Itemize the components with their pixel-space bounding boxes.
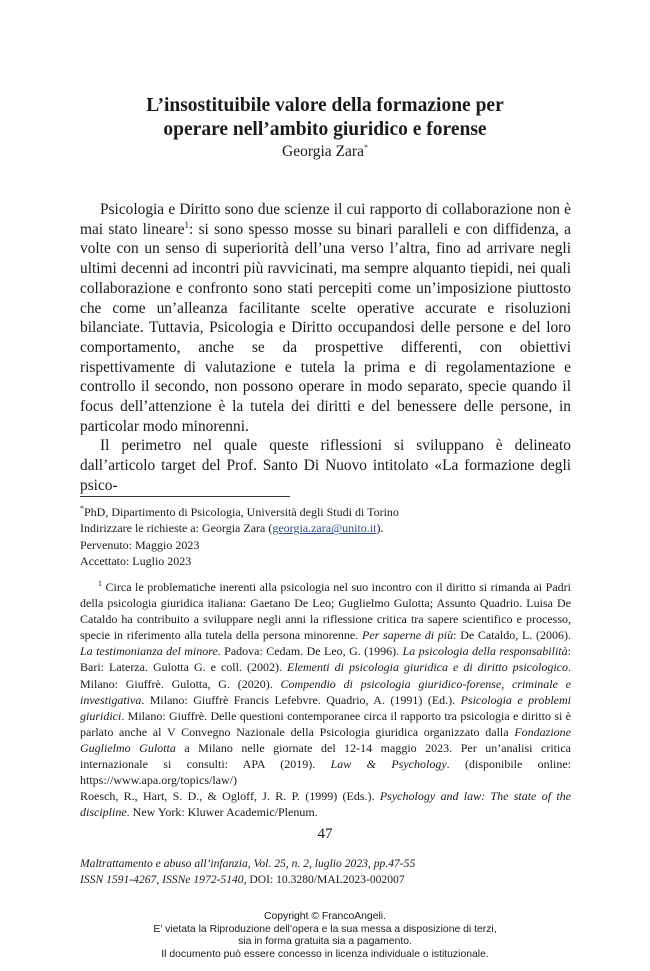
fn-seg: . New York: Kluwer Academic/Plenum. <box>126 805 318 820</box>
fn-seg: Roesch, R., Hart, S. D., & Ogloff, J. R. P. (1999) (Eds.). <box>80 789 380 804</box>
copyright-line-3: sia in forma gratuita sia a pagamento. <box>238 936 412 948</box>
author-footnote-mark: * <box>363 142 368 152</box>
accepted-date: Accettato: Luglio 2023 <box>80 553 192 568</box>
fn-seg: . Milano: Giuffrè. Delle questioni contemporanee circa il rapporto tra psicologia e diritto si è parlato anche al V Convegno Nazionale della Psicologia giuridica organizzato dalla <box>80 708 571 739</box>
fn-seg: . (disponibile online: https://www.apa.org/topics/law/) <box>80 757 572 788</box>
fn-seg: Circa le problematiche inerenti alla psicologia nel suo incontro con il diritto si rimanda ai Padri della psicologia giuridica italiana: Gaetano De Leo; Guglielmo Gulotta; Assunto Quadrio. Luisa De Cataldo ha contribuito a sviluppare negli anni la riflessione critica tra sapere scientifico e processo, specie in riferimento alla tutela della persona minorenne. <box>80 580 571 643</box>
received-date: Pervenuto: Maggio 2023 <box>80 537 200 552</box>
paragraph-2: Il perimetro nel quale queste riflessioni si sviluppano è delineato dall’articolo target del Prof. Santo Di Nuovo intitolato «La formazione degli psico- <box>80 437 571 494</box>
affiliation-mark: * <box>80 504 84 513</box>
author-affiliation-note <box>80 504 580 569</box>
article-title <box>60 94 590 142</box>
paragraph-1-text-a: Psicologia e Diritto sono due scienze il cui rapporto di collaborazione non è mai stato lineare <box>80 201 571 238</box>
copyright-line-4: Il documento può essere concesso in licenza individuale o istituzionale. <box>161 949 489 961</box>
affiliation-line <box>80 504 580 520</box>
issn-doi-line <box>80 872 580 888</box>
issn-text: ISSN 1591-4267, ISSNe 1972-5140, <box>80 872 247 886</box>
footnote-1 <box>80 579 571 820</box>
footnote-1-text <box>80 579 571 788</box>
affiliation-text: PhD, Dipartimento di Psicologia, Università degli Studi di Torino <box>84 505 399 519</box>
contact-suffix: ). <box>376 521 384 536</box>
article-body <box>80 200 571 496</box>
paragraph-1-text-b: : si sono spesso mosse su binari paralleli e con diffidenza, a volte con un senso di superiorità dell’una verso l’altra, fino ad arrivare negli ultimi decenni ad incontri più ravvicinati, ma sempre alquanto tiepidi, nei quali collaborazione e confronto sono stati percepiti come un’imposizione piuttosto che come un’alleanza facilitante scelte operative accurate e risoluzioni bilanciate. Tuttavia, Psicologia e Diritto occupandosi delle persone e del loro comportamento, anche se da prospettive differenti, con obiettivi rispettivamente di valutazione e tutela la prima e di regolamentazione e controllo il secondo, non possono operare in modo separato, specie quando il focus dell’attenzione è la tutela dei diritti e del benessere delle persone, in particolar modo minorenni. <box>80 220 571 435</box>
copyright-notice <box>0 911 650 962</box>
fn-seg: . Padova: Cedam. De Leo, G. (1996). <box>217 644 403 659</box>
fn-italic: La testimonianza del minore <box>80 644 218 659</box>
footnote-ref-1: 1 <box>184 219 190 230</box>
title-line-2: operare nell’ambito giuridico e forense <box>163 119 487 140</box>
copyright-line-1: Copyright © FrancoAngeli. <box>263 911 386 922</box>
fn-seg: . Milano: Giuffrè Francis Lefebvre. Quadrio, A. (1991) (Ed.). <box>141 692 461 707</box>
fn-italic: Fondazione Guglielmo Gulotta <box>80 724 571 755</box>
copyright-line-2: E’ vietata la Riproduzione dell’opera e la sua messa a disposizione di terzi, <box>153 923 497 935</box>
author-name: Georgia Zara <box>282 143 364 160</box>
fn-italic: Law & Psychology <box>330 757 447 772</box>
fn-seg: a Milano nelle giornate del 12-14 maggio 2023. Per un’analisi critica internazionale si consulti: APA (2019). <box>80 740 571 772</box>
fn-seg: : Bari: Laterza. Gulotta G. e coll. (2002). <box>80 644 571 675</box>
contact-prefix: Indirizzare le richieste a: Georgia Zara ( <box>80 521 273 536</box>
title-line-1: L’insostituibile valore della formazione per <box>146 95 504 116</box>
footnote-separator <box>80 496 290 497</box>
fn-italic: La psicologia della responsabilità <box>402 644 568 659</box>
fn-italic: Elementi di psicologia giuridica e di diritto psicologico <box>286 660 568 675</box>
author-email-link[interactable]: georgia.zara@unito.it <box>272 521 377 536</box>
journal-citation <box>80 856 580 887</box>
journal-line: Maltrattamento e abuso all’infanzia, Vol. 25, n. 2, luglio 2023, pp.47-55 <box>80 857 416 870</box>
fn-italic: Compendio di psicologia giuridico-forense, criminale e investigativa <box>80 676 572 707</box>
footnote-1-reference <box>80 788 571 820</box>
doi-text: DOI: 10.3280/MAL2023-002007 <box>246 872 405 886</box>
page-number: 47 <box>317 826 333 842</box>
paragraph-1 <box>80 200 571 436</box>
fn-italic: Psychology and law: The state of the discipline <box>80 789 571 820</box>
fn-italic: Psicologia e problemi giuridici <box>80 692 571 723</box>
footnote-1-mark: 1 <box>98 579 102 588</box>
fn-italic: Per saperne di più <box>361 628 454 643</box>
author-line <box>60 143 590 161</box>
fn-seg: . Milano: Giuffrè. Gulotta, G. (2020). <box>80 660 571 691</box>
contact-line <box>80 520 580 536</box>
fn-seg: : De Cataldo, L. (2006). <box>453 628 571 643</box>
